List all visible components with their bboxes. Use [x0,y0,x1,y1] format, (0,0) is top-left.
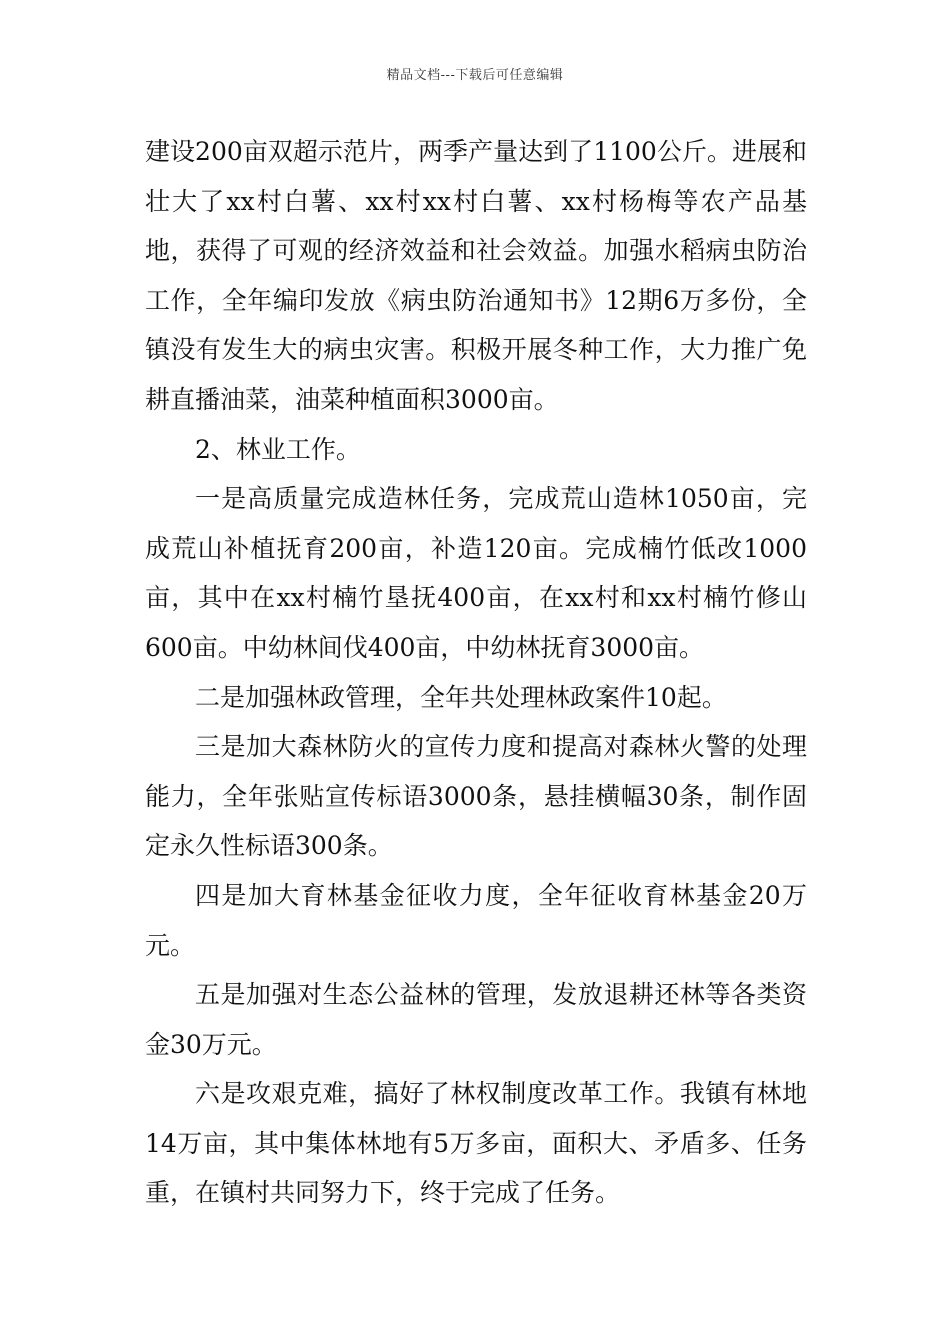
section-heading-forestry: 2、林业工作。 [195,434,361,464]
paragraph-afforestation: 一是高质量完成造林任务，完成荒山造林1050亩，完成荒山补植抚育200亩，补造120亩。完成楠竹低改1000亩，其中在xx村楠竹垦抚400亩，在xx村和xx村楠竹修山600亩。中幼林间伐400亩，中幼林抚育3000亩。 [145,484,807,662]
document-body [145,127,807,1218]
paragraph-forest-rights-reform: 六是攻艰克难，搞好了林权制度改革工作。我镇有林地14万亩，其中集体林地有5万多亩，面积大、矛盾多、任务重，在镇村共同努力下，终于完成了任务。 [145,1079,807,1208]
paragraph-forest-administration: 二是加强林政管理，全年共处理林政案件10起。 [195,682,727,712]
paragraph-ecological-forest: 五是加强对生态公益林的管理，发放退耕还林等各类资金30万元。 [145,980,807,1059]
paragraph-agriculture-continued: 建设200亩双超示范片，两季产量达到了1100公斤。进展和壮大了xx村白薯、xx村xx村白薯、xx村杨梅等农产品基地，获得了可观的经济效益和社会效益。加强水稻病虫防治工作，全年编印发放《病虫防治通知书》12期6万多份，全镇没有发生大的病虫灾害。积极开展冬种工作，大力推广免耕直播油菜，油菜种植面积3000亩。 [145,137,807,414]
paragraph-forestry-fund: 四是加大育林基金征收力度，全年征收育林基金20万元。 [145,880,807,960]
page-header: 精品文档---下载后可任意编辑 [386,68,564,83]
paragraph-fire-prevention: 三是加大森林防火的宣传力度和提高对森林火警的处理能力，全年张贴宣传标语3000条，悬挂横幅30条，制作固定永久性标语300条。 [145,732,807,861]
